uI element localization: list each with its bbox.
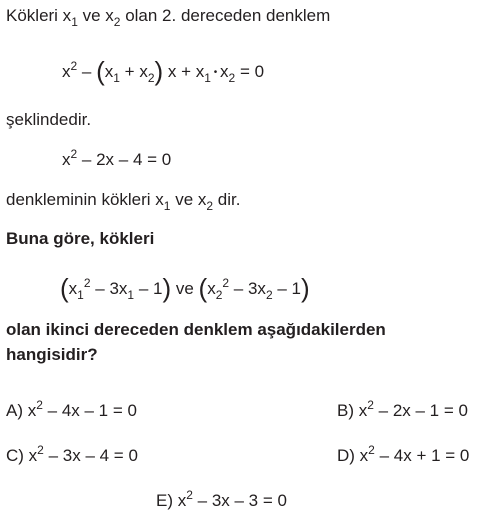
subscript: 1	[71, 15, 78, 29]
superscript: 2	[367, 398, 374, 412]
option-b[interactable]	[337, 398, 468, 421]
superscript: 2	[222, 276, 230, 290]
option-e[interactable]	[156, 488, 287, 511]
superscript: 2	[70, 59, 78, 73]
eq-term: x + x	[163, 62, 205, 81]
subscript: 2	[265, 288, 273, 302]
eq-term: x	[62, 150, 71, 169]
option-a[interactable]	[6, 398, 137, 421]
roots-part: ve x	[170, 190, 207, 209]
subscript: 1	[204, 71, 211, 85]
eq-term: ve	[171, 279, 199, 298]
subscript: 2	[228, 71, 236, 85]
question-line-2: hangisidir?	[6, 345, 98, 364]
eq-term: – 1	[134, 279, 163, 298]
eq-term: x	[207, 279, 216, 298]
roots-expression	[60, 273, 310, 303]
eq-term: –	[77, 62, 97, 81]
subscript: 1	[113, 71, 120, 85]
eq-term: – 2x – 4 = 0	[77, 150, 172, 169]
left-paren: (	[96, 56, 105, 86]
prompt-text: Buna göre, kökleri	[6, 229, 155, 248]
right-paren: )	[300, 273, 310, 303]
eq-term: x	[68, 279, 78, 298]
subscript: 2	[215, 288, 223, 302]
eq-term: x	[220, 62, 229, 81]
roots-text	[6, 190, 241, 213]
option-text: – 3x – 3 = 0	[192, 491, 287, 510]
subscript: 1	[163, 199, 171, 213]
option-label: A) x	[6, 401, 37, 420]
roots-part: dir.	[213, 190, 241, 209]
equation-general-form	[62, 56, 265, 86]
intro-part: olan 2. dereceden denklem	[120, 6, 331, 25]
eq-term: = 0	[235, 62, 265, 81]
option-label: C) x	[6, 446, 38, 465]
superscript: 2	[37, 443, 44, 457]
right-paren: )	[154, 56, 164, 86]
question-line-1: olan ikinci dereceden denklem aşağıdakilerden	[6, 320, 386, 339]
equation-given	[62, 147, 172, 170]
option-label: E) x	[156, 491, 187, 510]
right-paren: )	[162, 273, 172, 303]
form-text: şeklindedir.	[6, 110, 92, 129]
subscript: 2	[147, 71, 155, 85]
option-c[interactable]	[6, 443, 138, 466]
subscript: 2	[206, 199, 214, 213]
subscript: 2	[113, 15, 121, 29]
subscript: 1	[77, 288, 84, 302]
option-d[interactable]	[337, 443, 470, 466]
superscript: 2	[186, 488, 193, 502]
multiply-dot: •	[210, 67, 221, 78]
eq-term: – 1	[272, 279, 301, 298]
superscript: 2	[36, 398, 43, 412]
left-paren: (	[198, 273, 208, 303]
option-text: – 4x + 1 = 0	[374, 446, 470, 465]
superscript: 2	[70, 147, 78, 161]
intro-part: ve x	[77, 6, 114, 25]
eq-term: – 3x	[229, 279, 266, 298]
eq-term: x	[62, 62, 71, 81]
roots-part: denkleminin kökleri x	[6, 190, 164, 209]
option-text: – 3x – 4 = 0	[43, 446, 138, 465]
superscript: 2	[83, 276, 91, 290]
intro-part: Kökleri x	[6, 6, 72, 25]
left-paren: (	[60, 273, 69, 303]
intro-text	[6, 6, 331, 29]
eq-term: – 3x	[90, 279, 128, 298]
eq-term: x	[104, 62, 114, 81]
option-text: – 4x – 1 = 0	[42, 401, 137, 420]
superscript: 2	[368, 443, 375, 457]
option-label: B) x	[337, 401, 368, 420]
eq-term: + x	[119, 62, 148, 81]
option-text: – 2x – 1 = 0	[373, 401, 468, 420]
option-label: D) x	[337, 446, 369, 465]
subscript: 1	[127, 288, 135, 302]
